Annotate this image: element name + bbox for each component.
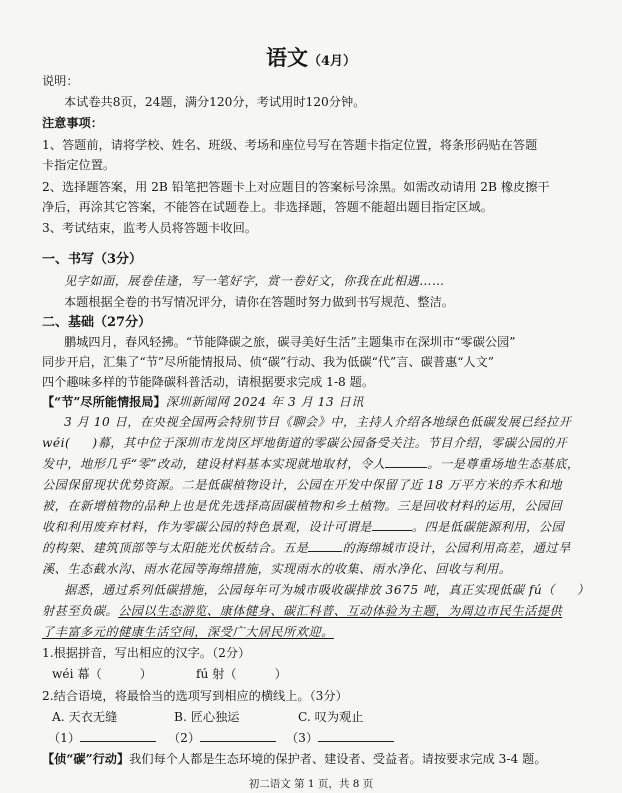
blank-1[interactable] (385, 456, 427, 468)
section2-intro-1: 鹏城四月，春风轻拂。“节能降碳之旅，碳寻美好生活”主题集市在深圳市“零碳公园” (64, 335, 516, 349)
note-3: 3、考试结束，监考人员将答题卡收回。 (42, 221, 257, 235)
section2-intro-2: 同步开启，汇集了“节”尽所能情报局、侦“碳”行动、我为低碳“代”言、碳普惠“人文” (42, 355, 495, 369)
news-para-8: 溪、生态截水沟、雨水花园等海绵措施，实现雨水的收集、雨水净化、回收与利用。 (42, 562, 512, 576)
section1-quote: 见字如面，展卷佳逢，写一笔好字，赏一卷好文，你我在此相遇…… (64, 274, 445, 288)
news-para-6b: 。四是低碳能源利用，公园 (411, 520, 565, 534)
title-sub: （4月） (307, 54, 357, 69)
instructions-text: 本试卷共8页，24题，满分120分，考试用时120分钟。 (64, 95, 366, 109)
note-2b: 净后，再涂其它答案，不能答在试题卷上。非选择题，答题不能超出题目指定区域。 (42, 200, 493, 214)
news-para-10b: 公园以生态游览、康体健身、碳汇科普、互动体验为主题，为周边市民生活提供 (118, 604, 563, 618)
q2-option-a: A. 天衣无缝 (52, 710, 118, 724)
blank-2[interactable] (372, 519, 412, 531)
q1-a-pinyin: wéi 幕（ (52, 667, 102, 681)
section2-heading: 二、基础（27分） (42, 315, 152, 330)
news-para-11: 了丰富多元的健康生活空间，深受广大居民所欢迎。 (42, 625, 334, 639)
q1-a-end: ） (139, 667, 152, 681)
section3-tag: 【侦“碳”行动】 (42, 752, 130, 766)
q2-blank-2[interactable] (200, 730, 276, 742)
section2-intro-3: 四个趣味多样的节能降碳科普活动，请根据要求完成 1-8 题。 (42, 375, 375, 389)
news-para-3: 发中，地形几乎“零”改动，建设材料基本实现就地取材，令人 (42, 457, 386, 471)
news-para-9a: 据悉，通过系列低碳措施，公园每年可为城市吸收碳排放 3675 吨，真正实现低碳 fú（ (64, 583, 555, 597)
blank-3[interactable] (308, 540, 342, 552)
news-source: 深圳新闻网 2024 年 3 月 13 日讯 (165, 395, 364, 409)
news-para-10a: 射甚至负碳。 (42, 604, 119, 618)
page-title (0, 42, 622, 72)
q2-blank-3-label: （3） (286, 731, 319, 745)
q2-option-c: C. 叹为观止 (298, 710, 364, 724)
section3-text: 我们每个人都是生态环境的保护者、建设者、受益者。请按要求完成 3-4 题。 (129, 752, 547, 766)
page-footer: 初二语文 第 1 页，共 8 页 (248, 778, 374, 790)
q2-option-b: B. 匠心独运 (174, 710, 240, 724)
section1-desc: 本题根据全卷的书写情况评分，请你在答题时努力做到书写规范、整洁。 (64, 295, 454, 309)
news-para-7: 的构架、建筑顶部等与太阳能光伏板结合。五是 (42, 541, 309, 555)
news-para-1: 3 月 10 日，在央视全国两会特别节目《聊会》中，主持人介绍各地绿色低碳发展已经拉开 (64, 415, 572, 429)
news-para-2a: wéi( (42, 436, 71, 450)
q1-b-end: ） (274, 667, 287, 681)
q2-blank-1[interactable] (80, 730, 156, 742)
q2-blank-1-label: （1） (48, 731, 81, 745)
note-1b: 卡指定位置。 (42, 158, 116, 172)
news-tag: 【“节”尽所能情报局】 (42, 395, 166, 409)
note-1a: 1、答题前，请将学校、姓名、班级、考场和座位号写在答题卡指定位置，将条形码贴在答题 (42, 138, 538, 152)
q2-blank-3[interactable] (318, 730, 394, 742)
news-para-6a: 收和利用废弃材料，作为零碳公园的特色景观，设计可谓是 (42, 520, 372, 534)
news-para-7b: 的海绵城市设计，公园利用高差，通过旱 (342, 541, 571, 555)
news-para-2b: )幕，其中位于深圳市龙岗区坪地街道的零碳公园备受关注。节目介绍，零碳公园的开 (92, 436, 568, 450)
news-para-5: 被，在新增植物的品种上也是优先选择高固碳植物和乡土植物。三是回收材料的运用，公园回 (42, 499, 563, 513)
notes-heading: 注意事项： (42, 116, 103, 130)
news-para-3b: 。一是尊重场地生态基底， (427, 457, 580, 471)
q1-b-pinyin: fú 射（ (195, 667, 237, 681)
title-main: 语文 (265, 45, 308, 70)
note-2a: 2、选择题答案，用 2B 铅笔把答题卡上对应题目的答案标号涂黑。如需改动请用 2B 橡皮擦干 (42, 180, 550, 194)
q2-blank-2-label: （2） (168, 731, 201, 745)
news-para-9b: ） (576, 583, 590, 597)
q2-stem: 2.结合语境，将最恰当的选项写到相应的横线上。（3分） (42, 689, 348, 703)
q1-stem: 1.根据拼音，写出相应的汉字。（2分） (42, 646, 251, 660)
news-para-4: 公园保留现状优势资源。二是低碳植物设计，公园在开发中保留了近 18 万平方米的乔木和地 (42, 478, 563, 492)
instructions-label: 说明： (42, 74, 79, 88)
section1-heading: 一、书写（3分） (42, 252, 143, 267)
